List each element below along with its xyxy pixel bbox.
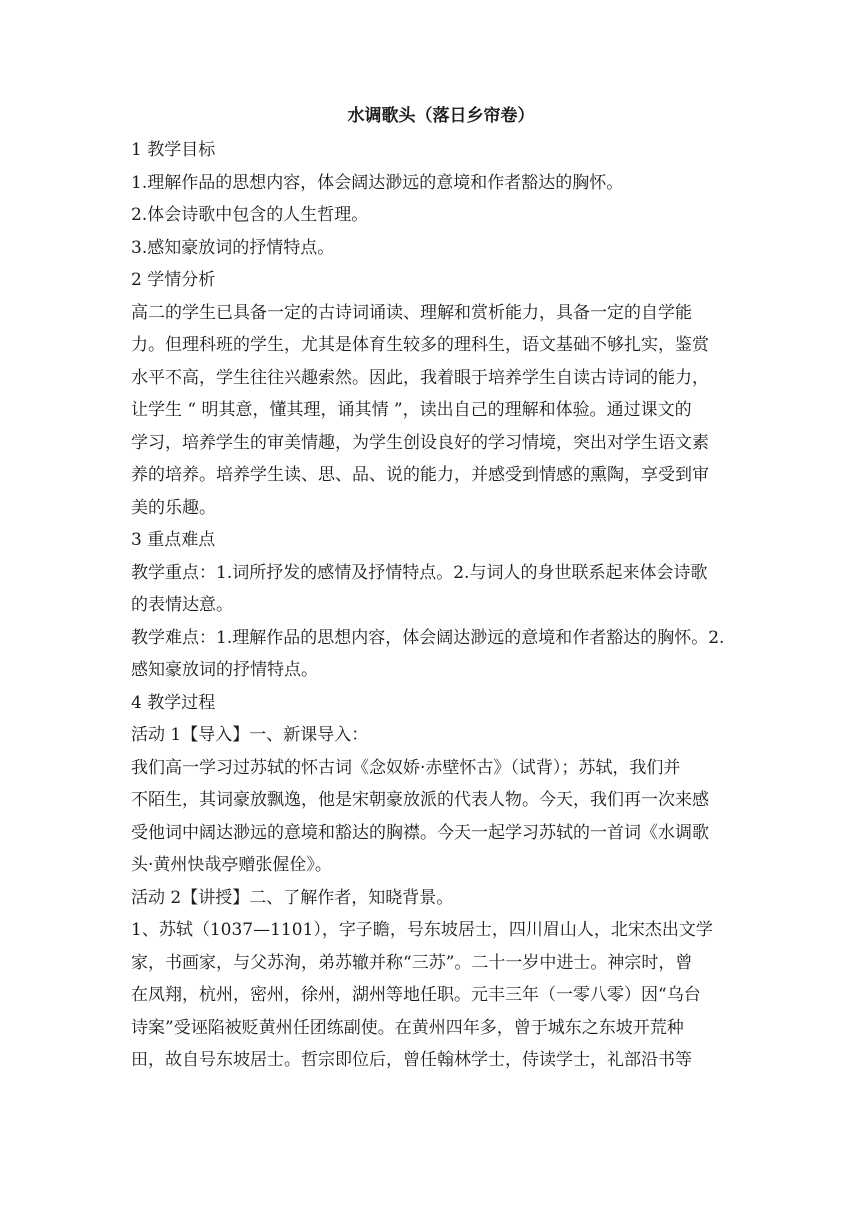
intro-line: 受他词中阔达渺远的意境和豁达的胸襟。今天一起学习苏轼的一首词《水调歌 bbox=[131, 822, 709, 843]
author-line: 家，书画家，与父苏洵，弟苏辙并称“三苏”。二十一岁中进士。神宗时，曾 bbox=[131, 952, 693, 973]
section-heading-3: 3 重点难点 bbox=[131, 530, 216, 550]
intro-line: 我们高一学习过苏轼的怀古词《念奴娇·赤壁怀古》（试背）；苏轼，我们并 bbox=[131, 757, 681, 778]
activity-2-heading: 活动 2【讲授】二、了解作者，知晓背景。 bbox=[131, 887, 454, 908]
difficult-points-line: 教学难点：1.理解作品的思想内容，体会阔达渺远的意境和作者豁达的胸怀。2. bbox=[131, 627, 725, 648]
author-line: 诗案”受诬陷被贬黄州任团练副使。在黄州四年多，曾于城东之东坡开荒种 bbox=[131, 1017, 684, 1038]
difficult-points-line: 感知豪放词的抒情特点。 bbox=[131, 660, 318, 680]
analysis-line: 水平不高，学生往往兴趣索然。因此，我着眼于培养学生自读古诗词的能力， bbox=[131, 367, 709, 388]
document-body bbox=[131, 100, 741, 1077]
analysis-line: 高二的学生已具备一定的古诗词诵读、理解和赏析能力，具备一定的自学能 bbox=[131, 302, 692, 323]
analysis-line: 学习，培养学生的审美情趣，为学生创设良好的学习情境，突出对学生语文素 bbox=[131, 432, 709, 453]
section-heading-2: 2 学情分析 bbox=[131, 270, 216, 290]
analysis-line: 力。但理科班的学生，尤其是体育生较多的理科生，语文基础不够扎实，鉴赏 bbox=[131, 335, 709, 355]
section-heading-1: 1 教学目标 bbox=[131, 140, 216, 160]
author-line: 在凤翔，杭州，密州，徐州，湖州等地任职。元丰三年（一零八零）因“乌台 bbox=[131, 985, 701, 1005]
key-points-line: 的表情达意。 bbox=[131, 595, 233, 615]
objective-3: 3.感知豪放词的抒情特点。 bbox=[131, 237, 335, 258]
author-line: 田，故自号东坡居士。哲宗即位后，曾任翰林学士，侍读学士，礼部沿书等 bbox=[131, 1050, 692, 1070]
analysis-line: 让学生 “ 明其意，懂其理，诵其情 ”，读出自己的理解和体验。通过课文的 bbox=[131, 400, 692, 420]
activity-1-heading: 活动 1【导入】一、新课导入： bbox=[131, 725, 369, 745]
objective-1: 1.理解作品的思想内容，体会阔达渺远的意境和作者豁达的胸怀。 bbox=[131, 172, 624, 193]
analysis-line: 养的培养。培养学生读、思、品、说的能力，并感受到情感的熏陶，享受到审 bbox=[131, 465, 709, 485]
document-title: 水调歌头（落日乡帘卷） bbox=[347, 106, 535, 126]
author-paragraph bbox=[131, 914, 741, 1077]
section-heading-4: 4 教学过程 bbox=[131, 692, 216, 713]
difficult-points-paragraph bbox=[131, 622, 741, 687]
key-points-line: 教学重点：1.词所抒发的感情及抒情特点。2.与词人的身世联系起来体会诗歌 bbox=[131, 562, 708, 583]
intro-paragraph bbox=[131, 752, 741, 882]
intro-line: 头·黄州快哉亭赠张偓佺》。 bbox=[131, 855, 332, 875]
analysis-line: 美的乐趣。 bbox=[131, 497, 216, 518]
student-analysis-paragraph bbox=[131, 297, 741, 525]
key-points-paragraph bbox=[131, 557, 741, 622]
objective-2: 2.体会诗歌中包含的人生哲理。 bbox=[131, 205, 369, 225]
author-line: 1、苏轼（1037—1101），字子瞻，号东坡居士，四川眉山人，北宋杰出文学 bbox=[131, 920, 713, 940]
intro-line: 不陌生，其词豪放飘逸，他是宋朝豪放派的代表人物。今天，我们再一次来感 bbox=[131, 790, 709, 810]
